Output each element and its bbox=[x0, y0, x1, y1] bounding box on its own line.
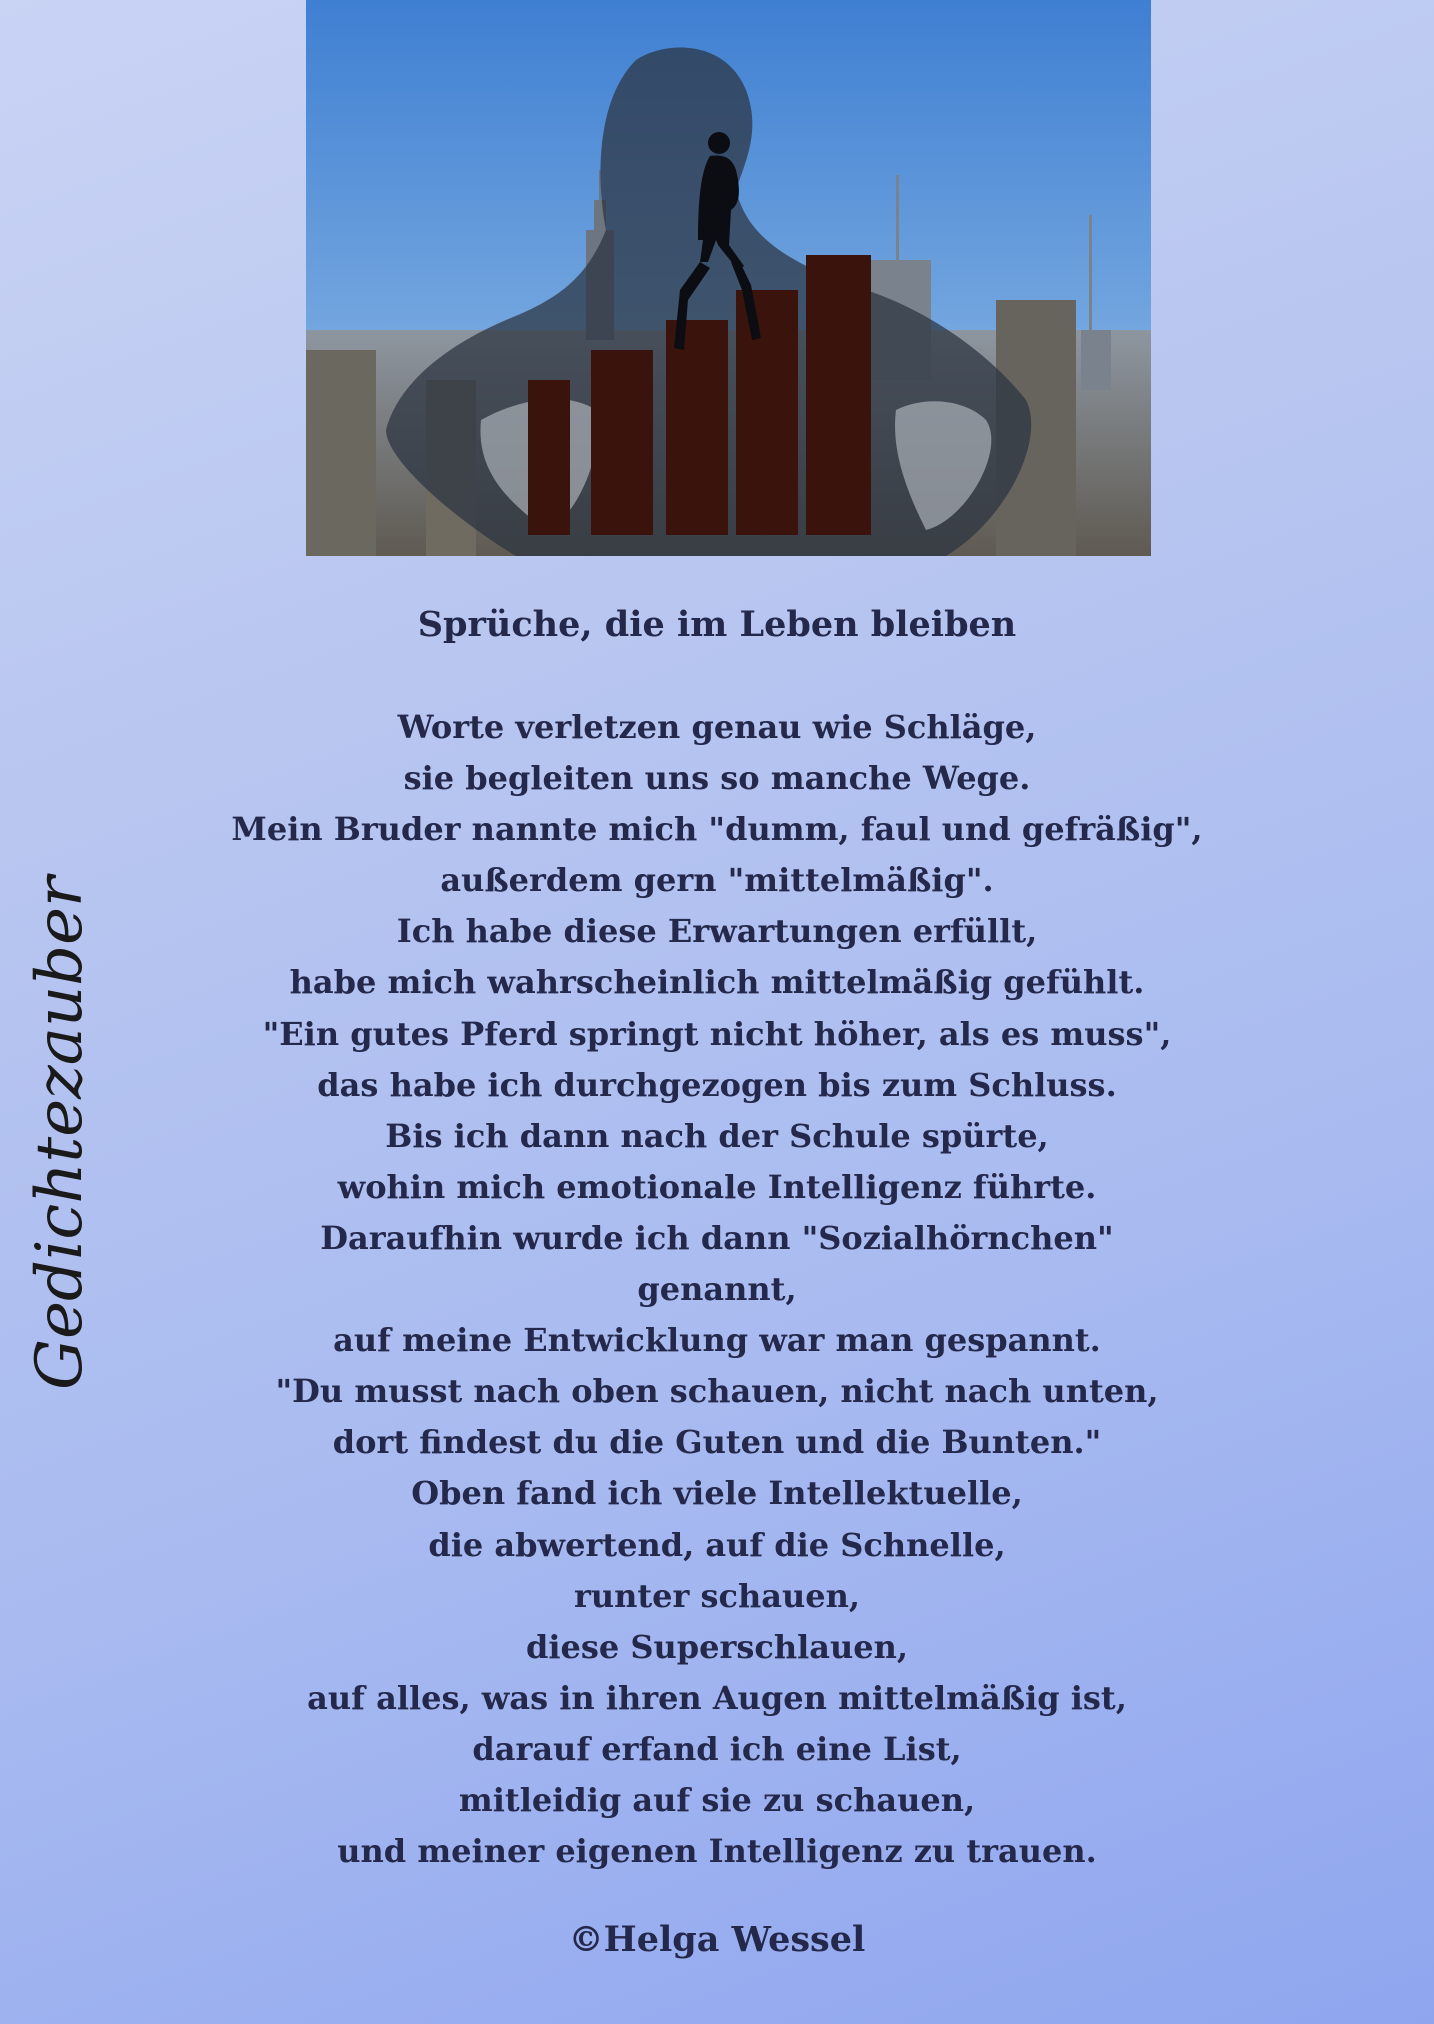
hero-image bbox=[306, 0, 1151, 556]
poem-line: außerdem gern "mittelmäßig". bbox=[440, 861, 994, 900]
poem-line: auf alles, was in ihren Augen mittelmäßig ist, bbox=[307, 1678, 1127, 1717]
poem-line: wohin mich emotionale Intelligenz führte. bbox=[337, 1167, 1097, 1206]
poem-line: runter schauen, bbox=[573, 1576, 861, 1615]
poem-line: sie begleiten uns so manche Wege. bbox=[403, 759, 1031, 798]
poem-line: und meiner eigenen Intelligenz zu trauen. bbox=[337, 1832, 1097, 1871]
poem-line: das habe ich durchgezogen bis zum Schluss. bbox=[317, 1065, 1117, 1104]
poem-line: habe mich wahrscheinlich mittelmäßig gefühlt. bbox=[289, 963, 1145, 1002]
skyline-illustration bbox=[306, 0, 1151, 556]
poem-line: die abwertend, auf die Schnelle, bbox=[428, 1525, 1006, 1564]
poem-line: Mein Bruder nannte mich "dumm, faul und gefräßig", bbox=[231, 810, 1203, 849]
poem-line: Worte verletzen genau wie Schläge, bbox=[397, 708, 1037, 746]
poem-line: genannt, bbox=[637, 1270, 797, 1309]
signature: Gedichtezauber bbox=[23, 876, 97, 1390]
poem-title: Sprüche, die im Leben bleiben bbox=[417, 604, 1017, 645]
poem-line: diese Superschlauen, bbox=[525, 1627, 909, 1666]
poem-line: Oben fand ich viele Intellektuelle, bbox=[411, 1474, 1023, 1513]
poem-line: "Ein gutes Pferd springt nicht höher, als es muss", bbox=[262, 1014, 1172, 1053]
poem-line: Ich habe diese Erwartungen erfüllt, bbox=[396, 912, 1038, 951]
poem-line: mitleidig auf sie zu schauen, bbox=[458, 1780, 976, 1819]
poem-lines bbox=[200, 702, 1234, 1877]
poem-line: darauf erfand ich eine List, bbox=[472, 1729, 962, 1768]
poem-line: auf meine Entwicklung war man gespannt. bbox=[333, 1321, 1101, 1360]
poem bbox=[200, 598, 1234, 1967]
poem-line: Bis ich dann nach der Schule spürte, bbox=[385, 1116, 1049, 1155]
poem-line: "Du musst nach oben schauen, nicht nach unten, bbox=[275, 1372, 1159, 1411]
poem-author: ©Helga Wessel bbox=[568, 1919, 866, 1961]
poem-line: Daraufhin wurde ich dann "Sozialhörnchen" bbox=[320, 1218, 1114, 1257]
poem-line: dort findest du die Guten und die Bunten." bbox=[332, 1423, 1102, 1462]
